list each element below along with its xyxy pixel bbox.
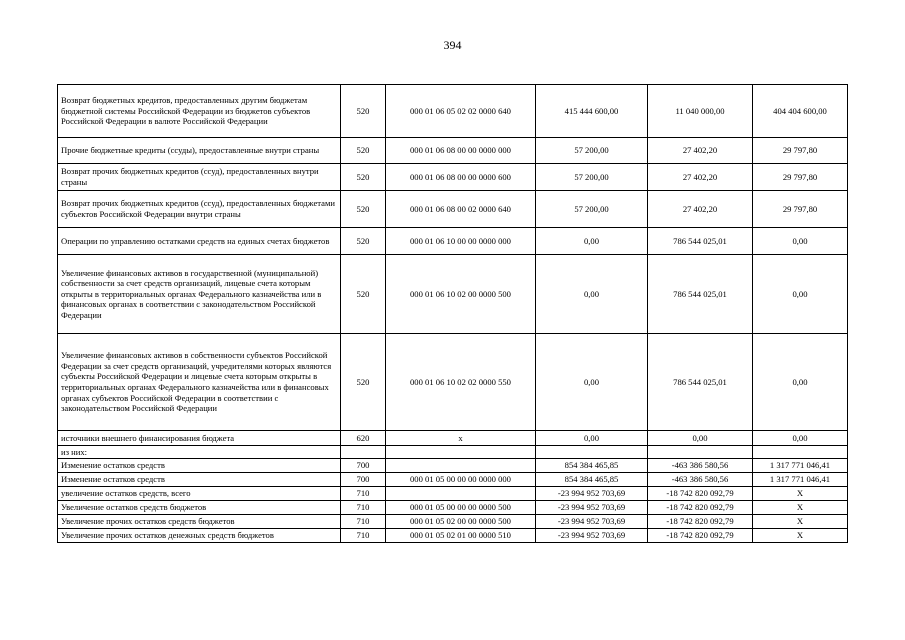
row-executed-amount: 27 402,20 (648, 164, 753, 191)
row-line-code: 710 (341, 515, 386, 529)
row-name: Увеличение прочих остатков денежных средств бюджетов (58, 529, 341, 543)
row-budget-code: 000 01 06 08 00 00 0000 000 (386, 138, 536, 164)
row-line-code: 700 (341, 459, 386, 473)
row-approved-amount: 0,00 (536, 431, 648, 446)
row-approved-amount: -23 994 952 703,69 (536, 515, 648, 529)
row-line-code: 710 (341, 487, 386, 501)
row-unexecuted-amount: 404 404 600,00 (753, 85, 848, 138)
row-budget-code: x (386, 431, 536, 446)
row-unexecuted-amount (753, 446, 848, 459)
row-name: Операции по управлению остатками средств на единых счетах бюджетов (58, 228, 341, 255)
row-approved-amount: 0,00 (536, 255, 648, 334)
row-unexecuted-amount: X (753, 515, 848, 529)
table-row (58, 487, 848, 501)
row-unexecuted-amount: 1 317 771 046,41 (753, 473, 848, 487)
row-approved-amount: 57 200,00 (536, 164, 648, 191)
row-name: Возврат прочих бюджетных кредитов (ссуд), предоставленных бюджетами субъектов Российской Федерации внутри страны (58, 191, 341, 228)
row-approved-amount: -23 994 952 703,69 (536, 501, 648, 515)
row-executed-amount: 0,00 (648, 431, 753, 446)
row-executed-amount: 27 402,20 (648, 191, 753, 228)
row-name: Возврат прочих бюджетных кредитов (ссуд), предоставленных внутри страны (58, 164, 341, 191)
row-unexecuted-amount: 29 797,80 (753, 164, 848, 191)
row-line-code: 700 (341, 473, 386, 487)
row-executed-amount: 786 544 025,01 (648, 334, 753, 431)
row-name: Увеличение прочих остатков средств бюджетов (58, 515, 341, 529)
row-budget-code: 000 01 06 05 02 02 0000 640 (386, 85, 536, 138)
table-row (58, 228, 848, 255)
row-unexecuted-amount: 1 317 771 046,41 (753, 459, 848, 473)
row-unexecuted-amount: X (753, 501, 848, 515)
row-line-code: 710 (341, 501, 386, 515)
row-approved-amount: 0,00 (536, 334, 648, 431)
row-budget-code: 000 01 05 02 01 00 0000 510 (386, 529, 536, 543)
table-row (58, 459, 848, 473)
row-line-code: 520 (341, 255, 386, 334)
row-budget-code: 000 01 06 10 02 02 0000 550 (386, 334, 536, 431)
table-row (58, 501, 848, 515)
row-line-code: 710 (341, 529, 386, 543)
row-unexecuted-amount: 0,00 (753, 431, 848, 446)
row-budget-code: 000 01 05 02 00 00 0000 500 (386, 515, 536, 529)
row-name: увеличение остатков средств, всего (58, 487, 341, 501)
table-row (58, 431, 848, 446)
budget-sources-table (57, 84, 848, 543)
row-budget-code (386, 459, 536, 473)
row-name: Увеличение остатков средств бюджетов (58, 501, 341, 515)
table-row (58, 138, 848, 164)
row-name: Изменение остатков средств (58, 459, 341, 473)
table-row (58, 446, 848, 459)
row-line-code: 520 (341, 138, 386, 164)
row-executed-amount: 786 544 025,01 (648, 228, 753, 255)
row-unexecuted-amount: 29 797,80 (753, 191, 848, 228)
row-line-code: 520 (341, 334, 386, 431)
row-executed-amount: -463 386 580,56 (648, 459, 753, 473)
row-executed-amount: -18 742 820 092,79 (648, 501, 753, 515)
row-name: Увеличение финансовых активов в собственности субъектов Российской Федерации за счет средств организаций, учредителями которых являются субъекты Российской Федерации и лицевые счета которым открыты в территориальных органах Федерального казначейства или в финансовых органах субъектов Российской Федерации в соответствии с законодательством Российской Федерации (58, 334, 341, 431)
row-unexecuted-amount: 29 797,80 (753, 138, 848, 164)
page-number: 394 (443, 38, 462, 52)
row-unexecuted-amount: 0,00 (753, 334, 848, 431)
row-executed-amount: -18 742 820 092,79 (648, 487, 753, 501)
row-unexecuted-amount: 0,00 (753, 228, 848, 255)
row-executed-amount: 11 040 000,00 (648, 85, 753, 138)
row-approved-amount: 57 200,00 (536, 191, 648, 228)
table-body (58, 85, 848, 543)
row-approved-amount: -23 994 952 703,69 (536, 529, 648, 543)
row-budget-code (386, 487, 536, 501)
row-budget-code: 000 01 06 10 02 00 0000 500 (386, 255, 536, 334)
row-approved-amount: -23 994 952 703,69 (536, 487, 648, 501)
row-line-code: 520 (341, 228, 386, 255)
row-executed-amount: -18 742 820 092,79 (648, 515, 753, 529)
table-row (58, 515, 848, 529)
row-name: Увеличение финансовых активов в государственной (муниципальной) собственности за счет средств организаций, лицевые счета которым открыты в территориальных органах Федерального казначейства или в финансовых органах в соответствии с законодательством Российской Федерации (58, 255, 341, 334)
row-line-code: 520 (341, 85, 386, 138)
row-name: Возврат бюджетных кредитов, предоставленных другим бюджетам бюджетной системы Российской Федерации из бюджетов субъектов Российской Федерации в валюте Российской Федерации (58, 85, 341, 138)
row-name: источники внешнего финансирования бюджета (58, 431, 341, 446)
table-row (58, 85, 848, 138)
row-approved-amount: 57 200,00 (536, 138, 648, 164)
row-line-code: 520 (341, 164, 386, 191)
row-line-code: 620 (341, 431, 386, 446)
row-unexecuted-amount: 0,00 (753, 255, 848, 334)
row-line-code (341, 446, 386, 459)
row-approved-amount: 854 384 465,85 (536, 459, 648, 473)
row-budget-code (386, 446, 536, 459)
table-row (58, 255, 848, 334)
row-budget-code: 000 01 05 00 00 00 0000 000 (386, 473, 536, 487)
table-row (58, 164, 848, 191)
row-executed-amount: -18 742 820 092,79 (648, 529, 753, 543)
row-name: Изменение остатков средств (58, 473, 341, 487)
row-executed-amount: -463 386 580,56 (648, 473, 753, 487)
row-budget-code: 000 01 05 00 00 00 0000 500 (386, 501, 536, 515)
row-name: Прочие бюджетные кредиты (ссуды), предоставленные внутри страны (58, 138, 341, 164)
row-executed-amount: 786 544 025,01 (648, 255, 753, 334)
row-executed-amount: 27 402,20 (648, 138, 753, 164)
table-row (58, 473, 848, 487)
row-budget-code: 000 01 06 10 00 00 0000 000 (386, 228, 536, 255)
row-line-code: 520 (341, 191, 386, 228)
table-row (58, 191, 848, 228)
row-approved-amount: 854 384 465,85 (536, 473, 648, 487)
row-name: из них: (58, 446, 341, 459)
row-budget-code: 000 01 06 08 00 02 0000 640 (386, 191, 536, 228)
row-unexecuted-amount: X (753, 487, 848, 501)
row-approved-amount: 0,00 (536, 228, 648, 255)
row-unexecuted-amount: X (753, 529, 848, 543)
table-row (58, 529, 848, 543)
row-budget-code: 000 01 06 08 00 00 0000 600 (386, 164, 536, 191)
table-row (58, 334, 848, 431)
row-approved-amount: 415 444 600,00 (536, 85, 648, 138)
row-executed-amount (648, 446, 753, 459)
row-approved-amount (536, 446, 648, 459)
